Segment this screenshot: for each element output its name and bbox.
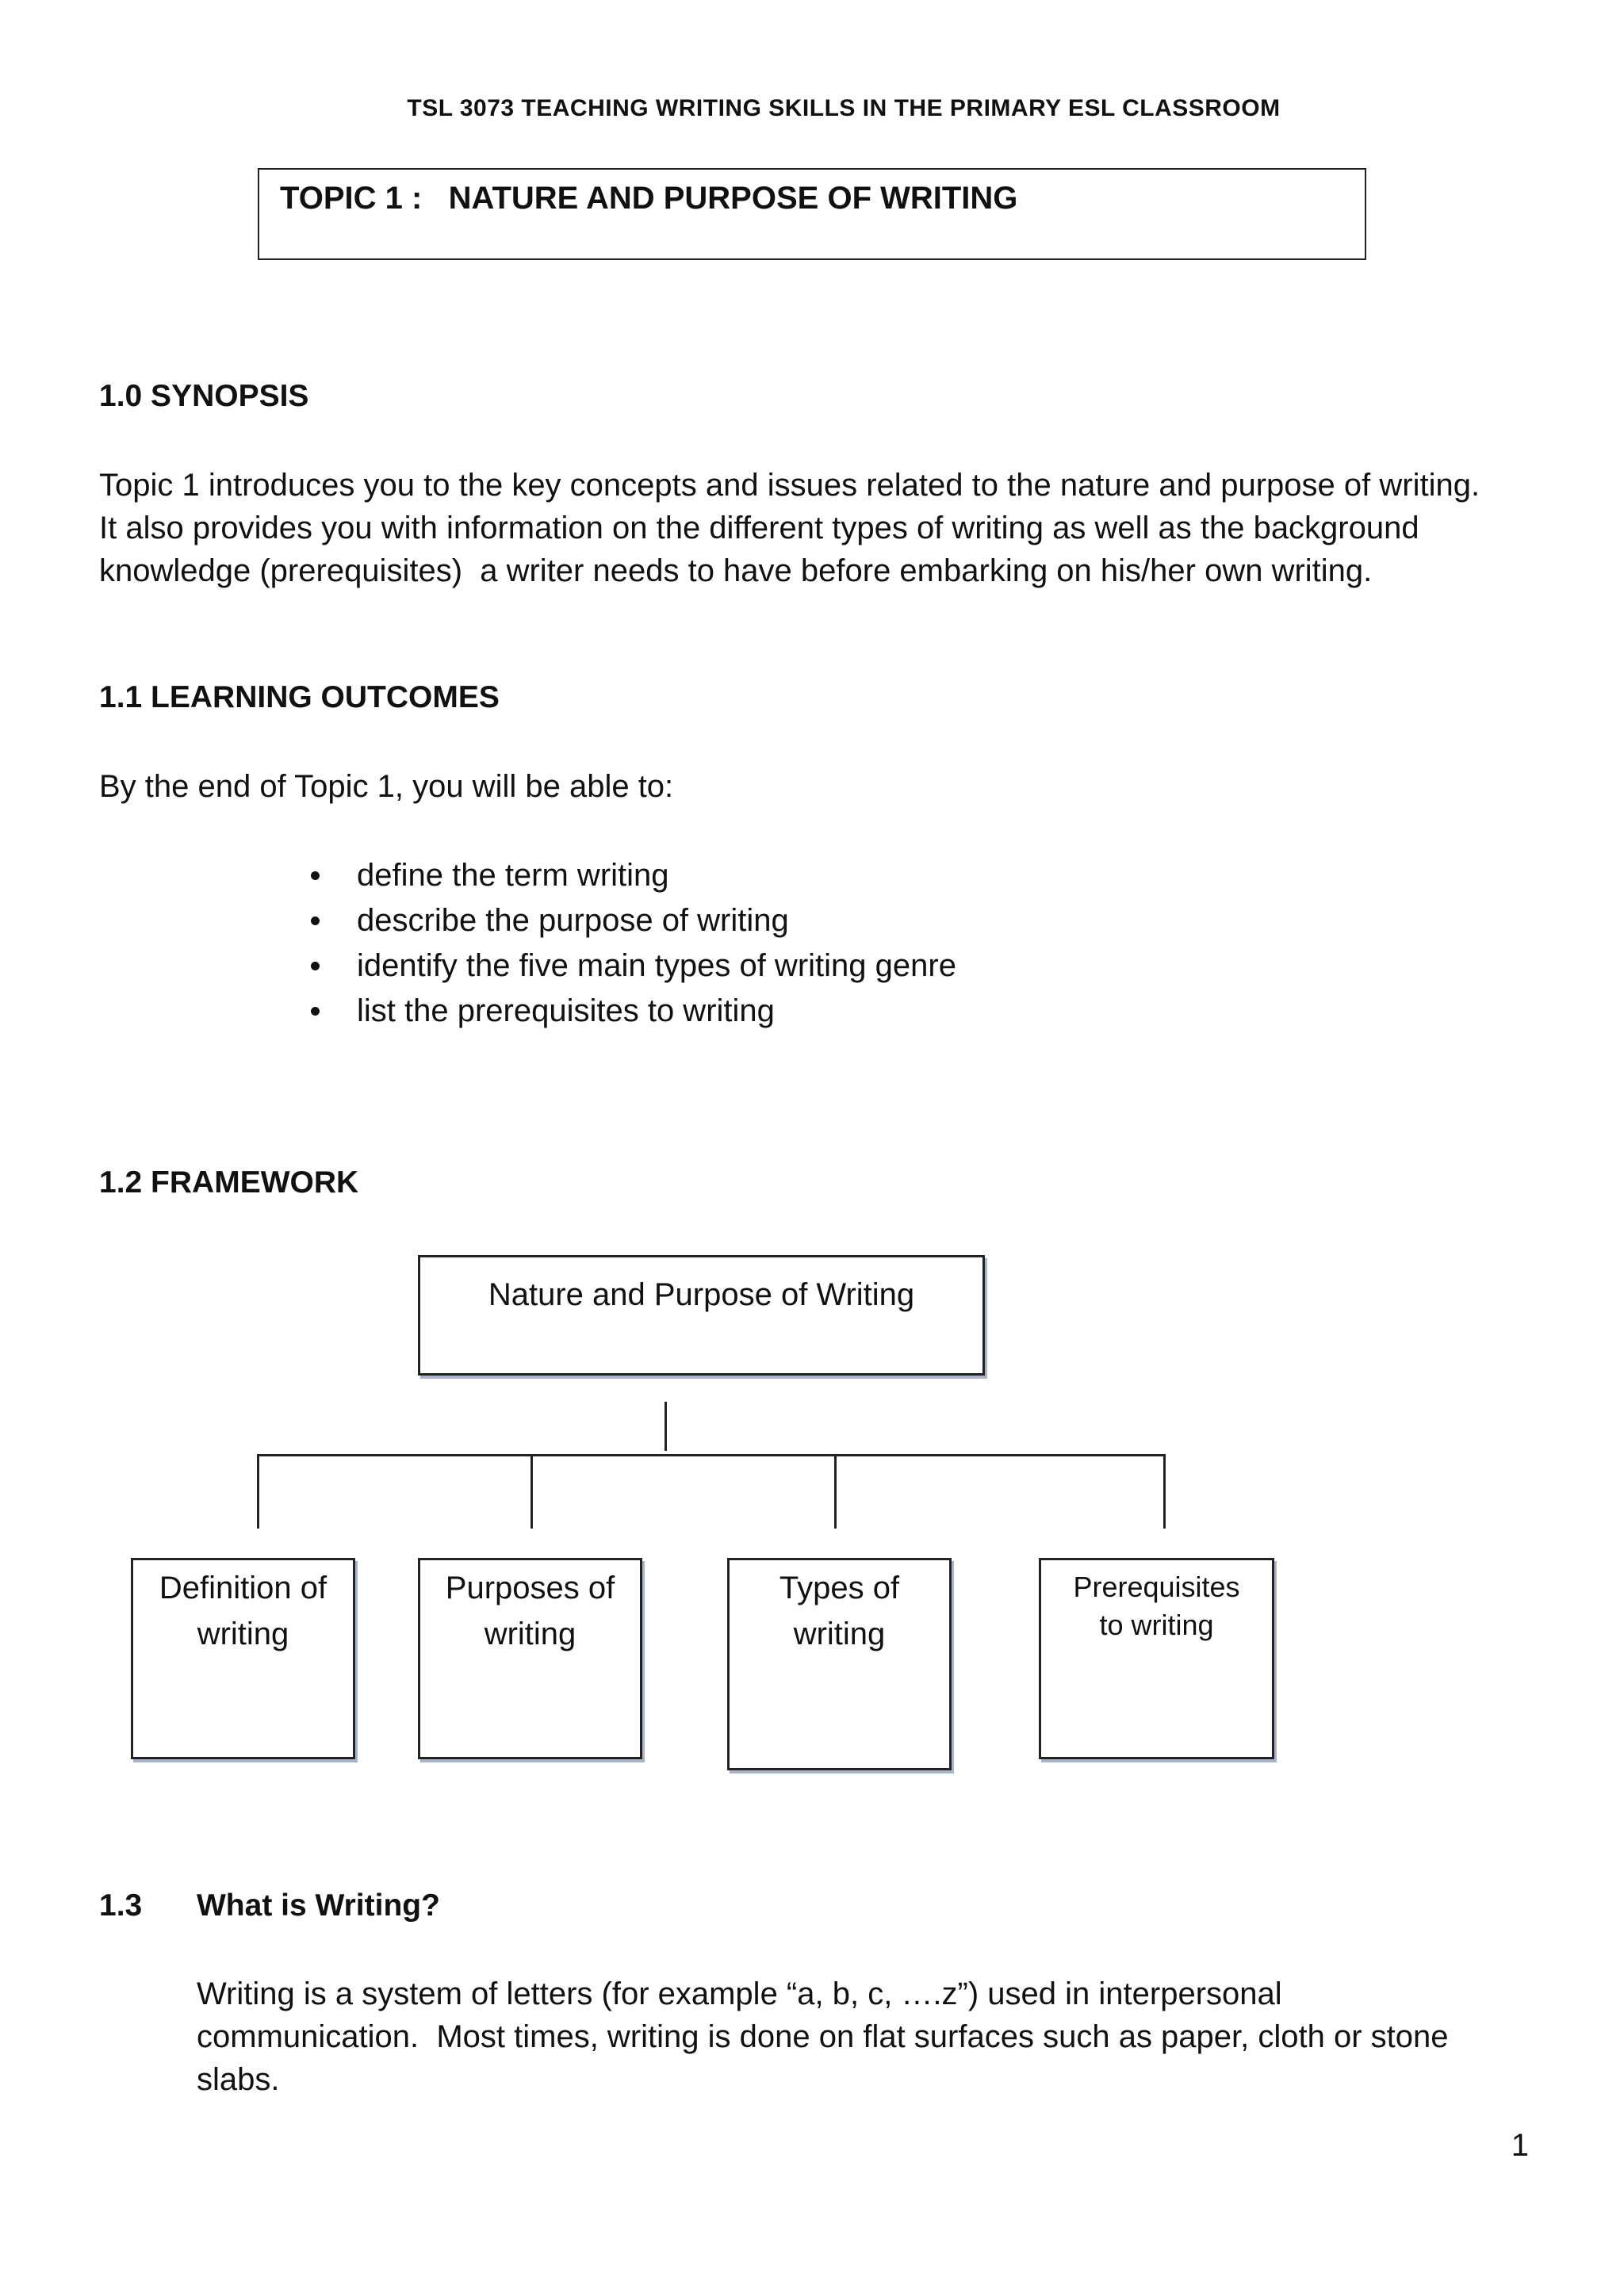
paragraph-line: slabs. (197, 2062, 280, 2097)
framework-root-label: Nature and Purpose of Writing (488, 1277, 915, 1312)
synopsis-line: It also provides you with information on the different types of writing as well as the background (99, 511, 1419, 545)
framework-box-line: Prerequisites (1073, 1571, 1240, 1603)
list-item (301, 943, 956, 989)
framework-heading: 1.2 FRAMEWORK (99, 1165, 359, 1200)
section-number: 1.3 (99, 1888, 143, 1923)
topic-title: TOPIC 1 : NATURE AND PURPOSE OF WRITING (280, 181, 1018, 216)
bullet-icon (311, 871, 320, 880)
list-item-text: describe the purpose of writing (357, 903, 789, 938)
connector-branch (530, 1454, 533, 1529)
running-header: TSL 3073 TEACHING WRITING SKILLS IN THE PRIMARY ESL CLASSROOM (407, 95, 1281, 121)
paragraph-line: communication. Most times, writing is done on flat surfaces such as paper, cloth or stone (197, 2019, 1449, 2054)
synopsis-paragraph (99, 464, 1574, 592)
framework-box-line: writing (197, 1617, 289, 1651)
connector-root-stem (665, 1402, 667, 1451)
framework-box-types (727, 1558, 952, 1770)
framework-box-line: Types of (779, 1571, 900, 1605)
list-item-text: identify the five main types of writing genre (357, 948, 956, 983)
outcomes-heading: 1.1 LEARNING OUTCOMES (99, 680, 500, 714)
topic-title-box (258, 168, 1366, 260)
framework-box-line: writing (793, 1617, 886, 1651)
connector-branch (257, 1454, 259, 1529)
what-is-writing-heading: What is Writing? (197, 1888, 440, 1923)
list-item (301, 853, 956, 898)
bullet-icon (311, 1007, 320, 1016)
framework-box-line: Definition of (159, 1571, 327, 1605)
connector-horizontal (257, 1454, 1166, 1456)
framework-box-line: to writing (1099, 1609, 1214, 1641)
bullet-icon (311, 962, 320, 970)
synopsis-line: Topic 1 introduces you to the key concepts and issues related to the nature and purpose of writing. (99, 468, 1480, 503)
framework-box-line: Purposes of (445, 1571, 615, 1605)
what-is-writing-paragraph (197, 1973, 1576, 2101)
outcomes-list (301, 853, 956, 1034)
framework-box-line: writing (484, 1617, 576, 1651)
synopsis-heading: 1.0 SYNOPSIS (99, 379, 309, 413)
framework-box-purposes (418, 1558, 642, 1759)
synopsis-line: knowledge (prerequisites) a writer needs to have before embarking on his/her own writing. (99, 553, 1373, 588)
bullet-icon (311, 916, 320, 925)
framework-box-prerequisites (1039, 1558, 1274, 1759)
page-number: 1 (1511, 2128, 1529, 2163)
framework-box-definition (131, 1558, 355, 1759)
outcomes-intro: By the end of Topic 1, you will be able to: (99, 769, 674, 804)
connector-branch (834, 1454, 837, 1529)
list-item-text: list the prerequisites to writing (357, 993, 775, 1028)
paragraph-line: Writing is a system of letters (for example “a, b, c, ….z”) used in interpersonal (197, 1976, 1282, 2011)
list-item-text: define the term writing (357, 858, 669, 893)
framework-root-box (418, 1255, 985, 1376)
list-item (301, 898, 956, 943)
list-item (301, 989, 956, 1034)
connector-branch (1163, 1454, 1166, 1529)
